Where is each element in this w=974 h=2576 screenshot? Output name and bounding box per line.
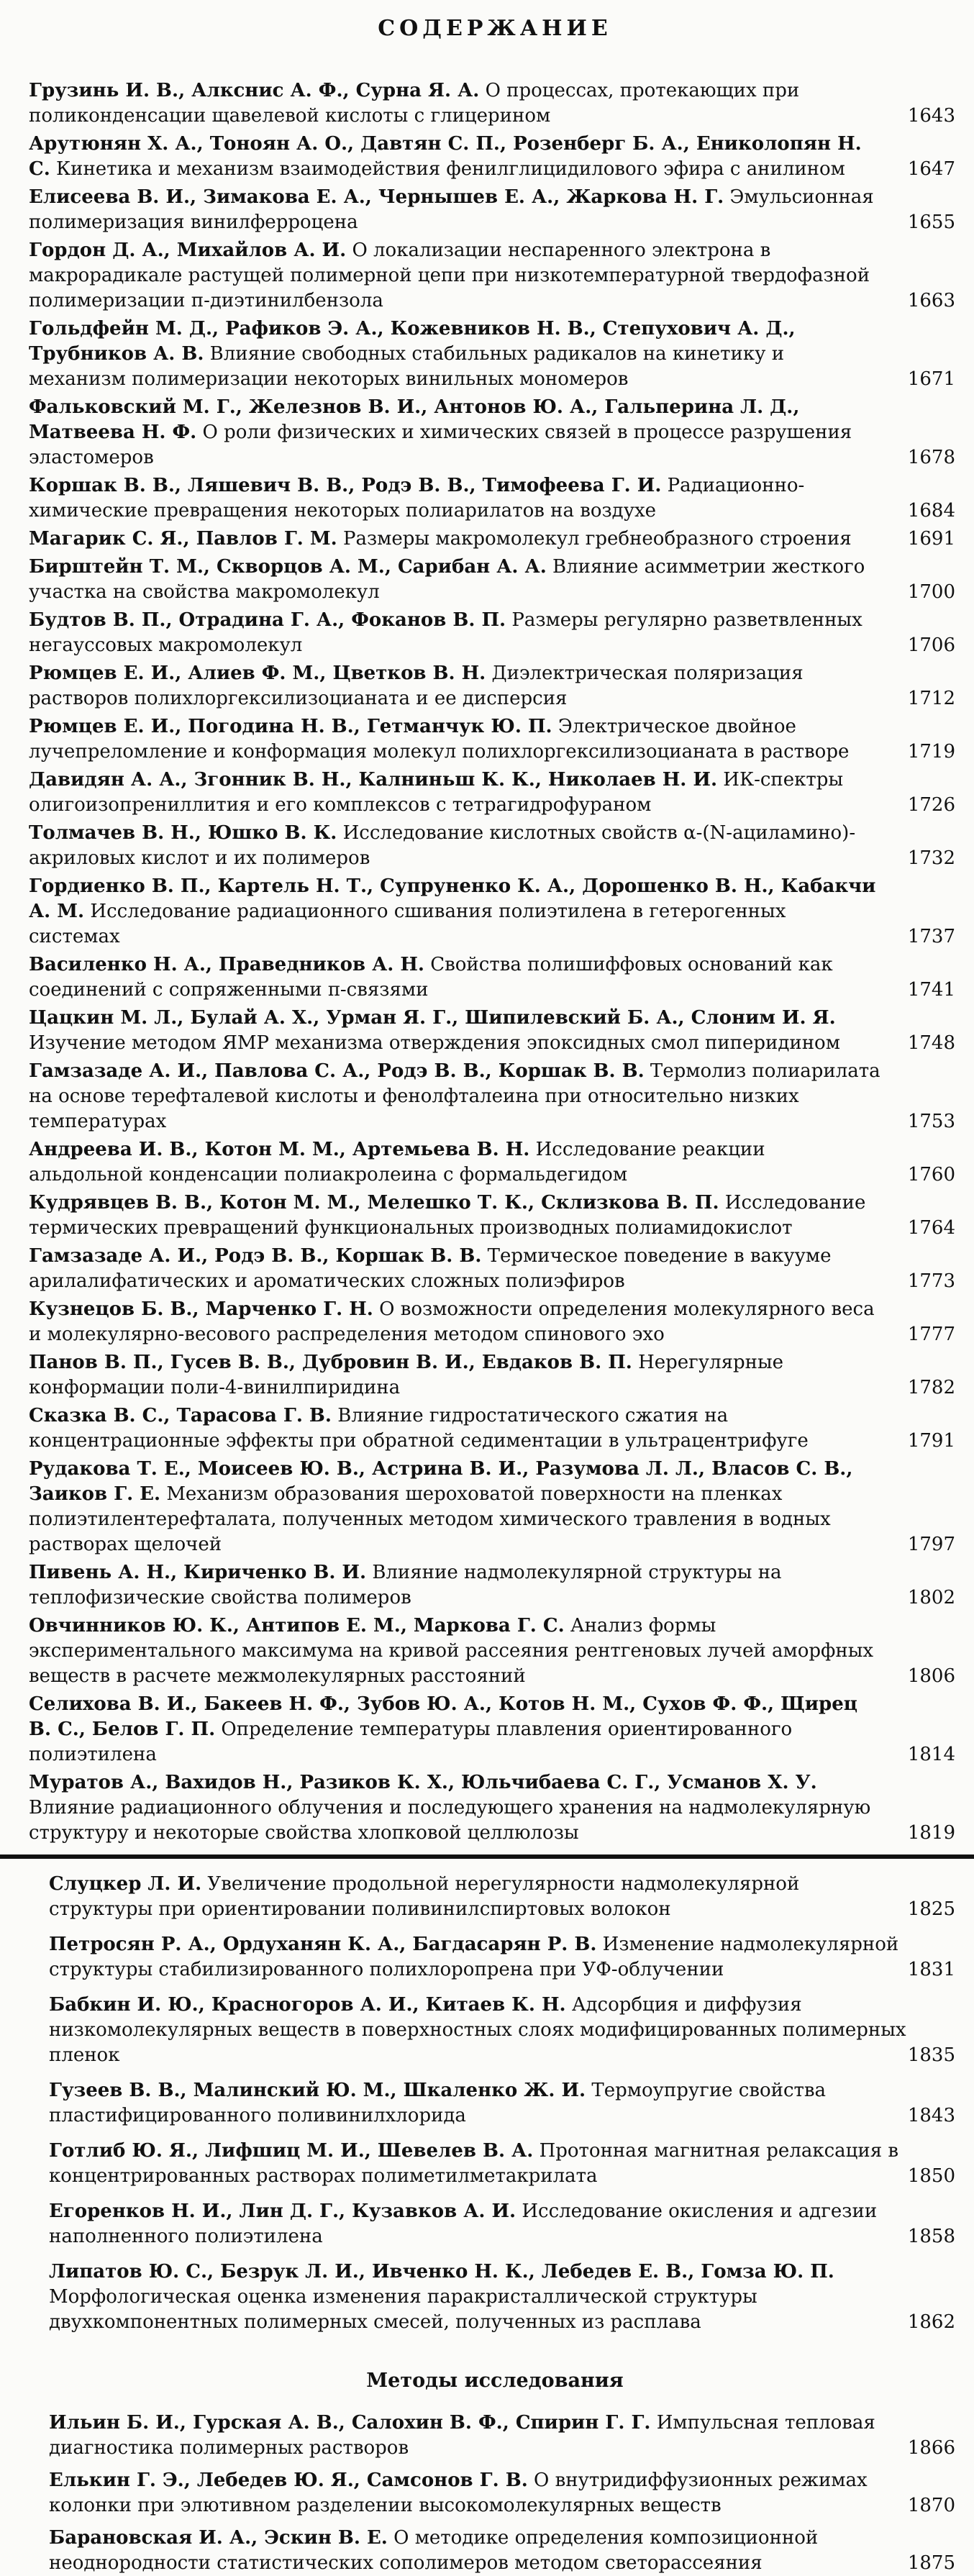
toc-entry [29, 132, 961, 182]
toc-entry [29, 1560, 961, 1611]
page-title: СОДЕРЖАНИЕ [378, 16, 612, 41]
toc-entry-title: Исследование радиационного сшивания полиэтилена в гетерогенных системах [29, 901, 786, 947]
toc-entry-text [49, 1872, 906, 1922]
toc-entry-authors: Ильин Б. И., Гурская А. В., Салохин В. Ф., Спирин Г. Г. [49, 2412, 651, 2434]
toc-entry-authors: Магарик С. Я., Павлов Г. М. [29, 528, 337, 550]
toc-entry-authors: Слуцкер Л. И. [49, 1873, 202, 1895]
toc-entry-page: 1691 [907, 528, 955, 550]
toc-entry-authors: Гордон Д. А., Михайлов А. И. [29, 240, 347, 261]
toc-entry-authors: Фальковский М. Г., Железнов В. И., Антонов Ю. А., Гальперина Л. Д., Матвеева Н. Ф. [29, 396, 800, 443]
toc-entry-authors: Арутюнян Х. А., Тоноян А. О., Давтян С. П., Розенберг Б. А., Ениколопян Н. С. [29, 133, 862, 180]
toc-entry-authors: Сказка В. С., Тарасова Г. В. [29, 1405, 332, 1426]
toc-entry-title: Кинетика и механизм взаимодействия фенилглицидилового эфира с анилином [56, 158, 845, 180]
toc-entry-text [29, 78, 882, 129]
toc-entry [49, 1993, 961, 2068]
toc-entry-page: 1866 [907, 2437, 955, 2459]
toc-entry [29, 1614, 961, 1689]
toc-entry-authors: Муратов А., Вахидов Н., Разиков К. Х., Юльчибаева С. Г., Усманов Х. У. [29, 1772, 817, 1793]
toc-entry-text [49, 2259, 906, 2335]
toc-entry-text [29, 821, 882, 871]
toc-entry-authors: Гольдфейн М. Д., Рафиков Э. А., Кожевников Н. В., Степухович А. Д., Трубников А. В. [29, 318, 796, 365]
toc-entry-title: Влияние радиационного облучения и последующего хранения на надмолекулярную структуру и некоторые свойства хлопковой целлюлозы [29, 1797, 871, 1844]
toc-entry [29, 768, 961, 818]
toc-entry-text [29, 1006, 882, 1056]
toc-entry [29, 555, 961, 605]
toc-entry-title: О роли физических и химических связей в процессе разрушения эластомеров [29, 422, 852, 468]
toc-entry-authors: Цацкин М. Л., Булай А. Х., Урман Я. Г., Шипилевский Б. А., Слоним И. Я. [29, 1007, 836, 1029]
toc-entry-page: 1671 [907, 368, 955, 390]
toc-entry-text [29, 132, 882, 182]
toc-entry-authors: Селихова В. И., Бакеев Н. Ф., Зубов Ю. А., Котов Н. М., Сухов Ф. Ф., Щирец В. С., Белов Г. П. [29, 1693, 857, 1740]
toc-entry-authors: Елисеева В. И., Зимакова Е. А., Чернышев Е. А., Жаркова Н. Г. [29, 186, 724, 208]
toc-entry-title: Свойства полишиффовых оснований как соединений с сопряженными π-связями [29, 954, 833, 1001]
toc-entry [29, 317, 961, 392]
toc-entry [49, 2199, 961, 2249]
toc-entry-title: Изменение надмолекулярной структуры стабилизированного полихлоропрена при УФ-облучении [49, 1934, 899, 1980]
toc-entry-title: Электрическое двойное лучепреломление и конформация молекул полихлоргексилизоцианата в растворе [29, 716, 850, 763]
toc-entry-title: Анализ формы экспериментального максимума на кривой рассеяния рентгеновых лучей аморфных веществ в расчете межмолекулярных расстояний [29, 1615, 874, 1687]
toc-entry-page: 1875 [907, 2552, 955, 2574]
toc-entry-text [29, 661, 882, 711]
toc-entry-authors: Егоренков Н. И., Лин Д. Г., Кузавков А. И. [49, 2200, 516, 2222]
toc-entry [29, 395, 961, 470]
toc-entry-page: 1802 [907, 1587, 955, 1608]
toc-entry-page: 1655 [907, 211, 955, 233]
toc-entry [29, 1244, 961, 1294]
toc-entry-title: О возможности определения молекулярного веса и молекулярно-весового распределения методом спинового эхо [29, 1298, 875, 1345]
section-divider [0, 1854, 974, 1859]
toc-entry-authors: Гузеев В. В., Малинский Ю. М., Шкаленко Ж. И. [49, 2080, 586, 2101]
toc-entry [29, 661, 961, 711]
toc-entry-authors: Липатов Ю. С., Безрук Л. И., Ивченко Н. К., Лебедев Е. В., Гомза Ю. П. [49, 2261, 834, 2283]
toc-entry-text [29, 1059, 882, 1134]
toc-entry-authors: Кузнецов Б. В., Марченко Г. Н. [29, 1298, 373, 1320]
toc-entry [29, 1137, 961, 1188]
toc-entry [29, 527, 961, 552]
toc-entry-title: О методике определения композиционной неоднородности статистических сополимеров методом светорассеяния [49, 2527, 819, 2574]
toc-entry-text [49, 1932, 906, 1983]
toc-entry-authors: Елькин Г. Э., Лебедев Ю. Я., Самсонов Г. В. [49, 2470, 528, 2491]
toc-entry-title: Диэлектрическая поляризация растворов полихлоргексилизоцианата и ее дисперсия [29, 663, 804, 709]
toc-entry-authors: Рюмцев Е. И., Алиев Ф. М., Цветков В. Н. [29, 663, 486, 684]
toc-entry-authors: Гамзазаде А. И., Павлова С. А., Родэ В. В., Коршак В. В. [29, 1060, 645, 1082]
toc-entry-page: 1712 [907, 688, 955, 709]
toc-entry-page: 1858 [907, 2226, 955, 2247]
toc-entry-page: 1870 [907, 2495, 955, 2516]
toc-entry [29, 1350, 961, 1401]
toc-entry-title: Увеличение продольной нерегулярности надмолекулярной структуры при ориентировании поливинилспиртовых волокон [49, 1873, 800, 1920]
toc-entry-authors: Бирштейн Т. М., Скворцов А. М., Сарибан А. А. [29, 556, 547, 578]
toc-entry-authors: Петросян Р. А., Ордуханян К. А., Багдасарян Р. В. [49, 1934, 597, 1955]
toc-entry-title: О внутридиффузионных режимах колонки при элютивном разделении высокомолекулярных веществ [49, 2470, 868, 2516]
toc-entry [29, 874, 961, 950]
toc-entry-authors: Пивень А. Н., Кириченко В. И. [29, 1562, 367, 1583]
toc-entry [29, 473, 961, 524]
toc-main-list [29, 78, 961, 1846]
toc-entry-title: Эмульсионная полимеризация винилферроцена [29, 186, 874, 233]
toc-entry-text [29, 1350, 882, 1401]
toc-entry-page: 1643 [907, 105, 955, 127]
toc-entry-authors: Василенко Н. А., Праведников А. Н. [29, 954, 424, 975]
toc-entry [49, 2259, 961, 2335]
toc-entry-text [29, 874, 882, 950]
toc-entry-page: 1773 [907, 1270, 955, 1292]
toc-entry-title: Влияние свободных стабильных радикалов на кинетику и механизм полимеризации некоторых винильных мономеров [29, 343, 785, 390]
toc-entry-title: Исследование кислотных свойств α-(N-ациламино)-акриловых кислот и их полимеров [29, 822, 856, 869]
toc-entry [49, 1872, 961, 1922]
toc-entry-page: 1647 [907, 158, 955, 180]
toc-entry-title: Влияние гидростатического сжатия на концентрационные эффекты при обратной седиментации в ультрацентрифуге [29, 1405, 809, 1452]
toc-entry-page: 1678 [907, 447, 955, 468]
toc-entry-title: Влияние асимметрии жесткого участка на свойства макромолекул [29, 556, 865, 603]
toc-entry-title: Размеры макромолекул гребнеобразного строения [343, 528, 852, 550]
toc-entry [29, 78, 961, 129]
toc-entry-authors: Рудакова Т. Е., Моисеев Ю. В., Астрина В. И., Разумова Л. Л., Власов С. В., Заиков Г. Е. [29, 1458, 853, 1505]
toc-entry-title: Термоупругие свойства пластифицированного поливинилхлорида [49, 2080, 827, 2126]
toc-entry-page: 1748 [907, 1032, 955, 1054]
toc-entry [29, 1297, 961, 1347]
toc-entry-page: 1732 [907, 847, 955, 869]
toc-entry-text [49, 2411, 906, 2461]
toc-entry-text [29, 1692, 882, 1767]
toc-entry-page: 1835 [907, 2044, 955, 2066]
toc-entry-text [29, 473, 882, 524]
toc-entry-page: 1791 [907, 1430, 955, 1452]
toc-entry [49, 2526, 961, 2576]
toc-entry-authors: Андреева И. В., Котон М. М., Артемьева В. Н. [29, 1139, 530, 1160]
toc-entry-authors: Будтов В. П., Отрадина Г. А., Фоканов В. П. [29, 609, 506, 631]
toc-entry [49, 2139, 961, 2189]
toc-entry-title: ИК-спектры олигоизопрениллития и его комплексов с тетрагидрофураном [29, 769, 844, 816]
toc-entry-page: 1825 [907, 1898, 955, 1920]
toc-entry-text [29, 1560, 882, 1611]
toc-entry-authors: Гордиенко В. П., Картель Н. Т., Супруненко К. А., Дорошенко В. Н., Кабакчи А. М. [29, 875, 876, 922]
toc-entry [29, 714, 961, 765]
toc-entry-title: Исследование реакции альдольной конденсации полиакролеина с формальдегидом [29, 1139, 765, 1185]
toc-entry-text [29, 952, 882, 1003]
toc-entry-text [29, 185, 882, 235]
toc-entry-text [29, 1137, 882, 1188]
toc-entry-authors: Коршак В. В., Ляшевич В. В., Родэ В. В., Тимофеева Г. И. [29, 475, 662, 496]
toc-entry-title: Радиационно-химические превращения некоторых полиарилатов на воздухе [29, 475, 805, 522]
toc-entry-authors: Гамзазаде А. И., Родэ В. В., Коршак В. В. [29, 1245, 482, 1267]
toc-entry-title: О локализации неспаренного электрона в макрорадикале растущей полимерной цепи при низкотемпературной твердофазной полимеризации п-диэтинилбензола [29, 240, 870, 311]
toc-entry [49, 2468, 961, 2518]
toc-entry-text [29, 714, 882, 765]
toc-entry [29, 185, 961, 235]
toc-entry-title: Исследование окисления и адгезии наполненного полиэтилена [49, 2200, 878, 2247]
toc-entry-authors: Панов В. П., Гусев В. В., Дубровин В. И., Евдаков В. П. [29, 1352, 632, 1373]
toc-entry-title: Адсорбция и диффузия низкомолекулярных веществ в поверхностных слоях модифицированных полимерных пленок [49, 1994, 906, 2066]
toc-entry [29, 1403, 961, 1454]
toc-entry-title: Изучение методом ЯМР механизма отверждения эпоксидных смол пиперидином [29, 1032, 840, 1054]
toc-entry-text [49, 2199, 906, 2249]
toc-entry-page: 1753 [907, 1111, 955, 1132]
toc-entry-text [49, 2468, 906, 2518]
toc-entry-text [29, 395, 882, 470]
toc-methods-list [29, 2411, 961, 2576]
toc-entry-page: 1862 [907, 2311, 955, 2333]
toc-entry [29, 608, 961, 658]
toc-entry-title: Определение температуры плавления ориентированного полиэтилена [29, 1719, 793, 1765]
toc-entry-page: 1663 [907, 290, 955, 311]
toc-entry-page: 1741 [907, 979, 955, 1001]
toc-entry-text [29, 527, 882, 552]
toc-entry [29, 1191, 961, 1241]
toc-entry [29, 238, 961, 314]
toc-entry-text [29, 1457, 882, 1557]
toc-entry-page: 1726 [907, 794, 955, 816]
toc-entry-title: Морфологическая оценка изменения паракристаллической структуры двухкомпонентных полимерных смесей, полученных из расплава [49, 2286, 757, 2333]
toc-entry-authors: Барановская И. А., Эскин В. Е. [49, 2527, 388, 2549]
toc-entry-page: 1719 [907, 741, 955, 763]
toc-entry-page: 1706 [907, 634, 955, 656]
toc-entry [29, 1692, 961, 1767]
toc-entry-authors: Кудрявцев В. В., Котон М. М., Мелешко Т. К., Склизкова В. П. [29, 1192, 719, 1214]
toc-short-list [29, 1872, 961, 2335]
toc-entry-page: 1850 [907, 2165, 955, 2187]
toc-entry-authors: Рюмцев Е. И., Погодина Н. В., Гетманчук Ю. П. [29, 716, 552, 737]
toc-entry-text [29, 1297, 882, 1347]
toc-entry-text [29, 317, 882, 392]
toc-entry [29, 1006, 961, 1056]
toc-entry-page: 1797 [907, 1534, 955, 1555]
toc-entry-authors: Толмачев В. Н., Юшко В. К. [29, 822, 337, 844]
toc-entry-authors: Овчинников Ю. К., Антипов Е. М., Маркова Г. С. [29, 1615, 565, 1637]
toc-entry-page: 1777 [907, 1324, 955, 1345]
toc-entry-title: О процессах, протекающих при поликонденсации щавелевой кислоты с глицерином [29, 80, 800, 127]
toc-entry-page: 1814 [907, 1744, 955, 1765]
toc-entry-text [29, 608, 882, 658]
toc-entry-text [49, 2139, 906, 2189]
toc-entry-page: 1737 [907, 926, 955, 947]
toc-entry-text [29, 1614, 882, 1689]
toc-entry [29, 952, 961, 1003]
toc-entry-authors: Давидян А. А., Згонник В. Н., Калниньш К. К., Николаев Н. И. [29, 769, 718, 791]
toc-entry-page: 1700 [907, 581, 955, 603]
toc-entry-text [29, 1244, 882, 1294]
toc-entry-page: 1782 [907, 1377, 955, 1398]
toc-entry [49, 1932, 961, 1983]
toc-entry-page: 1764 [907, 1217, 955, 1239]
toc-entry-page: 1843 [907, 2105, 955, 2126]
toc-entry-authors: Грузинь И. В., Алкснис А. Ф., Сурна Я. А. [29, 80, 480, 101]
toc-entry-text [29, 1770, 882, 1846]
toc-entry-text [49, 2078, 906, 2129]
toc-entry-text [49, 2526, 906, 2576]
toc-entry-page: 1819 [907, 1822, 955, 1844]
toc-entry-authors: Бабкин И. Ю., Красногоров А. И., Китаев К. Н. [49, 1994, 566, 2016]
toc-entry-title: Термическое поведение в вакууме арилалифатических и ароматических сложных полиэфиров [29, 1245, 832, 1292]
toc-entry [29, 821, 961, 871]
toc-entry-page: 1806 [907, 1665, 955, 1687]
toc-entry-title: Термолиз полиарилата на основе терефталевой кислоты и фенолфталеина при относительно низких температурах [29, 1060, 880, 1132]
toc-entry-title: Импульсная тепловая диагностика полимерных растворов [49, 2412, 875, 2459]
toc-entry [29, 1059, 961, 1134]
toc-entry [29, 1770, 961, 1846]
toc-entry-title: Нерегулярные конформации поли-4-винилпиридина [29, 1352, 784, 1398]
toc-entry-page: 1831 [907, 1959, 955, 1980]
toc-entry-title: Размеры регулярно разветвленных негауссовых макромолекул [29, 609, 863, 656]
toc-entry [49, 2078, 961, 2129]
toc-entry-title: Протонная магнитная релаксация в концентрированных растворах полиметилметакрилата [49, 2140, 898, 2187]
toc-entry-page: 1684 [907, 500, 955, 522]
toc-entry [49, 2411, 961, 2461]
toc-entry-text [29, 768, 882, 818]
toc-entry-text [49, 1993, 906, 2068]
methods-heading: Методы исследования [366, 2370, 624, 2392]
toc-entry-authors: Готлиб Ю. Я., Лифшиц М. И., Шевелев В. А. [49, 2140, 534, 2162]
toc-entry-page: 1760 [907, 1164, 955, 1185]
toc-entry-text [29, 1403, 882, 1454]
toc-entry-text [29, 555, 882, 605]
toc-entry-title: Механизм образования шероховатой поверхности на пленках полиэтилентерефталата, полученных методом химического травления в водных растворах щелочей [29, 1483, 831, 1555]
toc-entry-title: Исследование термических превращений функциональных производных полиамидокислот [29, 1192, 866, 1239]
toc-entry [29, 1457, 961, 1557]
toc-entry-title: Влияние надмолекулярной структуры на теплофизические свойства полимеров [29, 1562, 782, 1608]
toc-entry-text [29, 1191, 882, 1241]
toc-entry-text [29, 238, 882, 314]
